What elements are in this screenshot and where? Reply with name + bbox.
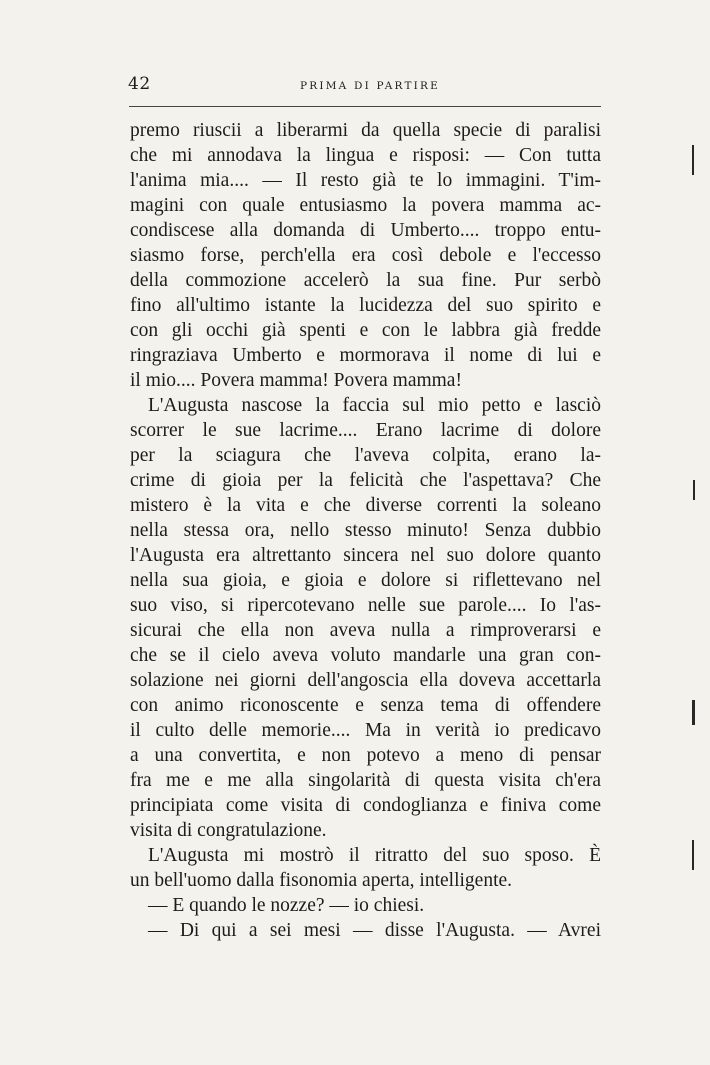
body-text [130, 118, 601, 943]
scan-edge-mark [692, 840, 694, 870]
text-line: mistero è la vita e che diverse correnti la soleano [130, 495, 601, 516]
page-number: 42 [128, 74, 151, 94]
text-line: — E quando le nozze? — io chiesi. [148, 895, 425, 916]
text-line: un bell'uomo dalla fisonomia aperta, intelligente. [130, 870, 513, 891]
text-line: magini con quale entusiasmo la povera mamma ac- [130, 195, 601, 216]
running-title: PRIMA DI PARTIRE [299, 80, 441, 92]
text-line: visita di congratulazione. [130, 820, 327, 841]
text-line: l'anima mia.... — Il resto già te lo immagini. T'im- [130, 170, 601, 191]
text-line: suo viso, si ripercotevano nelle sue parole.... Io l'as- [130, 595, 601, 616]
text-line: che se il cielo aveva voluto mandarle una gran con- [130, 645, 601, 666]
text-line: scorrer le sue lacrime.... Erano lacrime di dolore [130, 420, 601, 441]
text-line: con animo riconoscente e senza tema di offendere [130, 695, 601, 716]
text-line: della commozione accelerò la sua fine. Pur serbò [130, 270, 601, 291]
text-line: condiscese alla domanda di Umberto.... troppo entu- [130, 220, 601, 241]
text-line: con gli occhi già spenti e con le labbra già fredde [130, 320, 601, 341]
scan-edge-mark [692, 145, 694, 175]
text-line: che mi annodava la lingua e risposi: — Con tutta [130, 145, 601, 166]
text-line: sicurai che ella non aveva nulla a rimproverarsi e [130, 620, 601, 641]
text-line: l'Augusta era altrettanto sincera nel suo dolore quanto [130, 545, 601, 566]
text-line: a una convertita, e non potevo a meno di pensar [130, 745, 601, 766]
text-line: nella stessa ora, nello stesso minuto! Senza dubbio [130, 520, 601, 541]
text-line: solazione nei giorni dell'angoscia ella doveva accettarla [130, 670, 601, 691]
text-line: — Di qui a sei mesi — disse l'Augusta. — Avrei [148, 920, 601, 941]
scan-edge-mark [693, 480, 695, 500]
text-line: siasmo forse, perch'ella era così debole e l'eccesso [130, 245, 601, 266]
header-rule [129, 106, 601, 107]
text-line: L'Augusta nascose la faccia sul mio petto e lasciò [148, 395, 601, 416]
scan-edge-mark [692, 700, 695, 725]
text-line: crime di gioia per la felicità che l'aspettava? Che [130, 470, 601, 491]
text-line: il mio.... Povera mamma! Povera mamma! [130, 370, 462, 391]
text-line: nella sua gioia, e gioia e dolore si riflettevano nel [130, 570, 601, 591]
text-line: il culto delle memorie.... Ma in verità io predicavo [130, 720, 601, 741]
text-line: L'Augusta mi mostrò il ritratto del suo sposo. È [148, 845, 601, 866]
text-line: principiata come visita di condoglianza e finiva come [130, 795, 601, 816]
text-line: per la sciagura che l'aveva colpita, erano la- [130, 445, 601, 466]
text-line: ringraziava Umberto e mormorava il nome di lui e [130, 345, 601, 366]
text-line: premo riuscii a liberarmi da quella specie di paralisi [130, 120, 601, 141]
text-line: fino all'ultimo istante la lucidezza del suo spirito e [130, 295, 601, 316]
text-line: fra me e me alla singolarità di questa visita ch'era [130, 770, 601, 791]
